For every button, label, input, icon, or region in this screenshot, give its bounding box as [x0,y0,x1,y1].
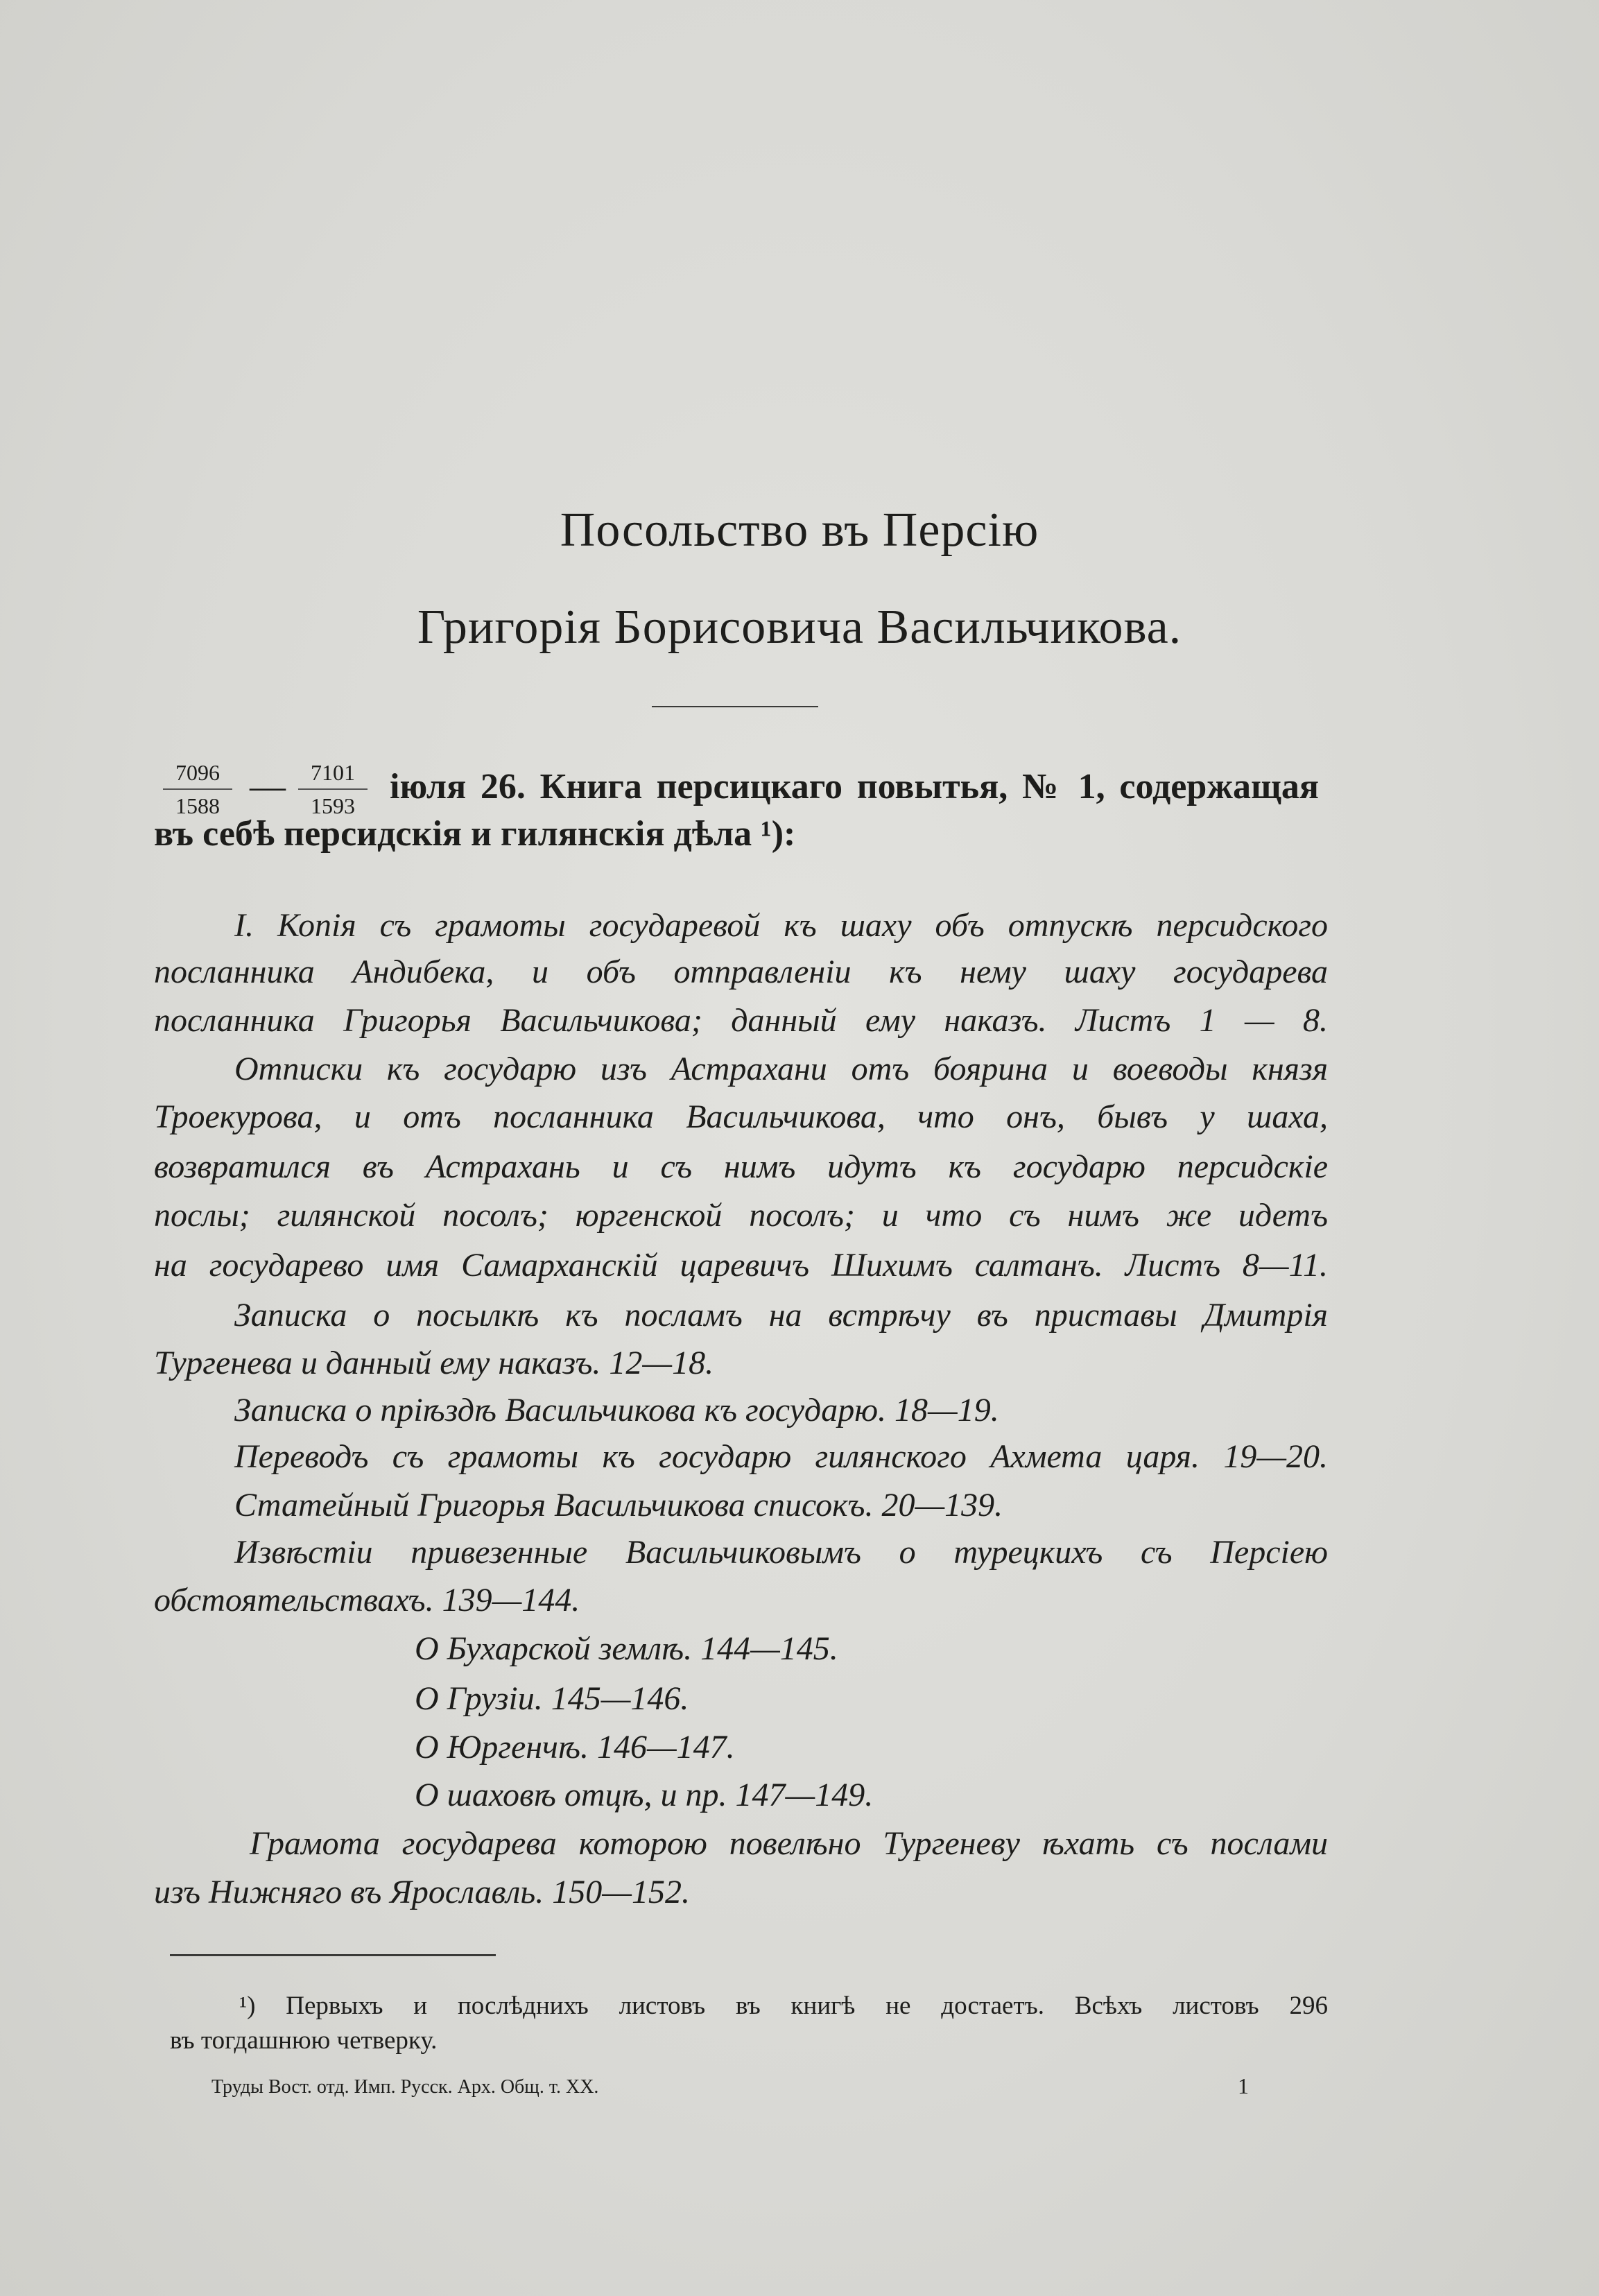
date-dash: — [250,767,286,806]
contents-line: Отписки къ государю изъ Астрахани отъ боярина и воеводы князя [234,1051,1328,1087]
title-line-1: Посольство въ Персію [560,503,1039,557]
contents-line: Переводъ съ грамоты къ государю гилянского Ахмета царя. 19—20. [234,1438,1328,1475]
date-from-bottom: 1588 [175,793,220,818]
fraction-bar [298,788,368,790]
contents-line: возвратился въ Астрахань и съ нимъ идутъ къ государю персидскіе [154,1148,1328,1185]
title-divider [652,706,818,707]
contents-line: Извѣстіи привезенные Васильчиковымъ о турецкихъ съ Персіею [234,1534,1328,1571]
contents-line: посланника Григорья Васильчикова; данный ему наказъ. Листъ 1 — 8. [154,1002,1328,1039]
contents-line: Записка о посылкѣ къ посламъ на встрѣчу въ приставы Дмитрія [234,1297,1328,1333]
contents-subitem: О Бухарской землѣ. 144—145. [415,1630,838,1667]
title-line-2: Григорія Борисовича Васильчикова. [417,601,1182,654]
contents-subitem: О шаховѣ отцѣ, и пр. 147—149. [415,1777,874,1813]
contents-line: изъ Нижняго въ Ярославль. 150—152. [154,1874,690,1910]
contents-line: Записка о пріѣздѣ Васильчикова къ государю. 18—19. [234,1392,999,1428]
contents-line: на государево имя Самарханскій царевичъ Шихимъ салтанъ. Листъ 8—11. [154,1247,1328,1284]
contents-line: обстоятельствахъ. 139—144. [154,1582,580,1619]
contents-line: Троекурова, и отъ посланника Васильчикова, что онъ, бывъ у шаха, [154,1098,1328,1135]
contents-subitem: О Грузіи. 145—146. [415,1680,689,1717]
date-from-top: 7096 [175,760,220,785]
footnote-divider [170,1954,496,1956]
footnote-line-2: въ тогдашнюю четверку. [170,2026,438,2055]
header-line-2: въ себѣ персидскія и гилянскія дѣла ¹): [154,814,796,854]
header-line-1: іюля 26. Книга персицкаго повытья, № 1, содержащая [390,767,1319,806]
contents-line: Грамота государева которою повелѣно Тургеневу ѣхать съ послами [250,1825,1328,1862]
contents-subitem: О Юргенчѣ. 146—147. [415,1729,735,1766]
contents-line: послы; гилянской посолъ; юргенской посолъ; и что съ нимъ же идетъ [154,1197,1328,1234]
volume-signature: Труды Вост. отд. Имп. Русск. Арх. Общ. т. XX. [211,2076,599,2098]
date-to-bottom: 1593 [311,793,355,818]
contents-line: I. Копія съ грамоты государевой къ шаху объ отпускѣ персидского [234,907,1328,944]
fraction-bar [163,788,232,790]
footnote-line-1: ¹) Первыхъ и послѣднихъ листовъ въ книгѣ не достаетъ. Всѣхъ листовъ 296 [239,1992,1328,2020]
page-number: 1 [1238,2073,1249,2098]
contents-line: Тургенева и данный ему наказъ. 12—18. [154,1345,714,1381]
contents-line: Статейный Григорья Васильчикова списокъ. 20—139. [234,1487,1003,1524]
date-to-top: 7101 [311,760,355,785]
contents-line: посланника Андибека, и объ отправленіи къ нему шаху государева [154,953,1328,990]
